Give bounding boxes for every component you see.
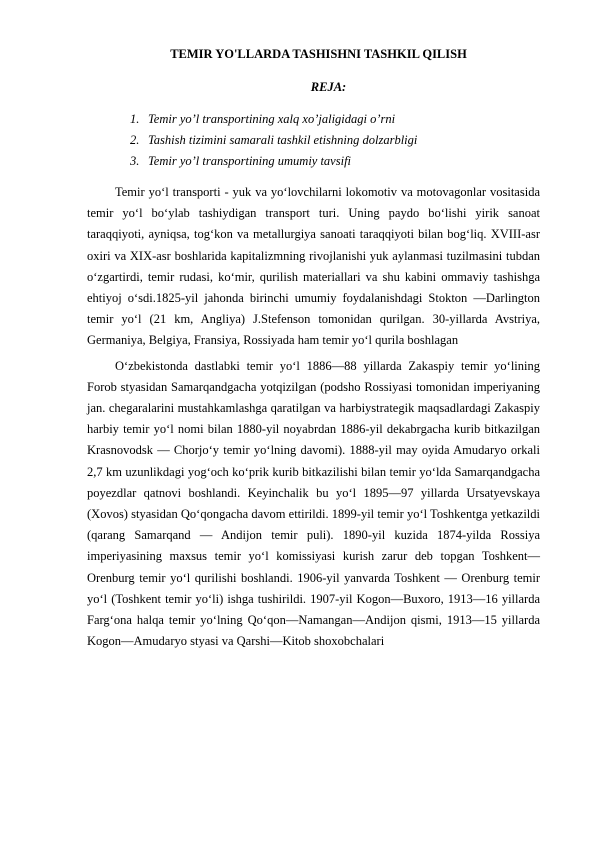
plan-item-number: 1. — [130, 112, 140, 126]
plan-item-text: Temir yo’l transportining xalq xo’jaligidagi o’rni — [148, 112, 396, 126]
body-paragraph-rail-transport: Temir yo‘l transporti - yuk va yo‘lovchilarni lokomotiv va motovagonlar vositasida temir yo‘l bo‘ylab tashiydigan transport turi. Uning paydo bo‘lishi yirik sanoat taraqqiyoti, ayniqsa, tog‘kon va metallurgiya sanoati taraqqiyoti bilan bog‘liq. XVIII-asr oxiri va XIX-asr boshlarida kapitalizmning rivojlanishi yuk aylanmasi tuzilmasini tubdan o‘zgartirdi, temir rudasi, ko‘mir, qurilish materiallari va shu kabini ommaviy tashishga ehtiyoj o‘sdi.1825-yil jahonda birinchi umumiy foydalanishdagi Stokton —Darlington temir yo‘l (21 km, Angliya) J.Stefenson tomonidan qurilgan. 30-yillarda Avstriya, Germaniya, Belgiya, Fransiya, Rossiyada ham temir yo‘l qurila boshlagan — [87, 185, 540, 348]
plan-item — [130, 109, 540, 130]
plan-item-number: 2. — [130, 133, 140, 147]
plan-item — [130, 130, 540, 151]
plan-heading: REJA: — [310, 80, 347, 94]
plan-item-text: Tashish tizimini samarali tashkil etishning dolzarbligi — [148, 133, 418, 147]
body-paragraph-uzbekistan-railways: O‘zbekistonda dastlabki temir yo‘l 1886—88 yillarda Zakaspiy temir yo‘lining Forob styasidan Samarqandgacha yotqizilgan (podsho Rossiyasi tomonidan imperiyaning jan. chegaralarini mustahkamlashga qaratilgan va harbiystrategik maqsadlardagi Zakaspiy harbiy temir yo‘l nomi bilan 1880-yil noyabrdan 1886-yil dekabrgacha kurib bitkazilgan Krasnovodsk — Chorjo‘y temir yo‘lning davomi). 1888-yil may oyida Amudaryo orkali 2,7 km uzunlikdagi yog‘och ko‘prik kurib bitkazilishi bilan temir yo‘lda Samarqandgacha poyezdlar qatnovi boshlandi. Keyinchalik bu yo‘l 1895—97 yillarda Ursatyevskaya (Xovos) styasidan Qo‘qongacha davom ettirildi. 1899-yil temir yo‘l Toshkentga yetkazildi (qarang Samarqand — Andijon temir puli). 1890-yil kuzida 1874-yilda Rossiya imperiyasining maxsus temir yo‘l komissiyasi kurish zarur deb topgan Toshkent—Orenburg temir yo‘l qurilishi boshlandi. 1906-yil yanvarda Toshkent — Orenburg temir yo‘l (Toshkent temir yo‘li) ishga tushirildi. 1907-yil Kogon—Buxoro, 1913—16 yillarda Farg‘ona halqa temir yo‘lning Qo‘qon—Namangan—Andijon qismi, 1913—15 yillarda Kogon—Amudaryo styasi va Qarshi—Kitob shoxobchalari — [87, 358, 540, 649]
plan-item-number: 3. — [130, 154, 140, 168]
plan-item-text: Temir yo’l transportining umumiy tavsifi — [148, 154, 352, 168]
document-title: TEMIR YO'LLARDA TASHISHNI TASHKIL QILISH — [170, 47, 467, 61]
plan-list — [87, 109, 540, 172]
plan-item — [130, 151, 540, 172]
